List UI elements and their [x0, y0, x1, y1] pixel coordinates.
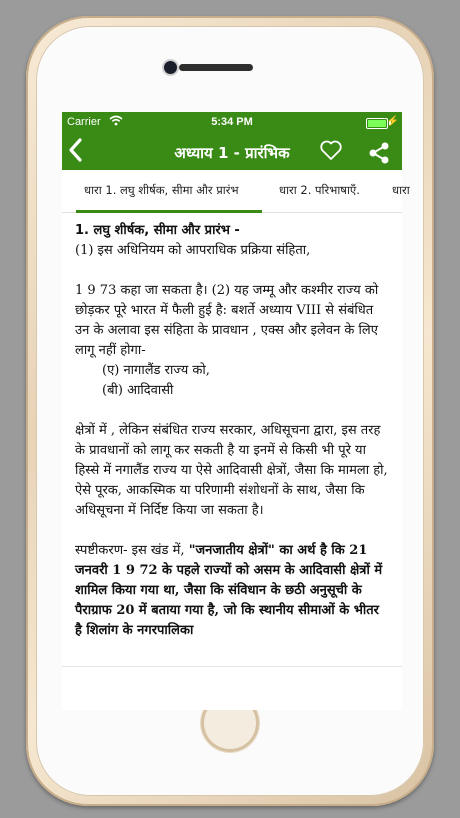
- earpiece-speaker: [179, 64, 253, 71]
- page-title: अध्याय 1 - प्रारंभिक: [174, 144, 290, 162]
- list-item: (ए) नागालैंड राज्य को,: [102, 363, 210, 378]
- content-paragraph: 1 9 73 कहा जा सकता है। (2) यह जम्मू और कश्मीर राज्य को छोड़कर पूरे भारत में फैली हुई है: बशर्ते अध्याय VIII से संबंधित उन के अलावा इस संहिता के प्रावधान , एक्स और इलेवन के लिए लागू नहीं होगा-: [75, 283, 379, 358]
- explanation-prefix: स्पष्टीकरण- इस खंड में,: [75, 543, 189, 558]
- content-paragraph: क्षेत्रों में , लेकिन संबंधित राज्य सरकार, अधिसूचना द्वारा, इस तरह के प्रावधानों को लागू कर सकती है या इनमें से किसी भी पूरे या हिस्से में नगालैंड राज्य या ऐसे आदिवासी क्षेत्रों, जैसा कि मामला हो, ऐसे पूरक, आकस्मिक या परिणामी संशोधनों के साथ, जैसा कि अधिसूचना में निर्दिष्ट किया जा सकता है।: [75, 423, 388, 518]
- carrier-label: Carrier: [67, 116, 101, 128]
- section-tabs: [62, 170, 410, 213]
- content-line: (1) इस अधिनियम को आपराधिक प्रक्रिया संहिता,: [75, 243, 311, 258]
- share-icon[interactable]: [368, 142, 390, 168]
- tab-section-1[interactable]: धारा 1. लघु शीर्षक, सीमा और प्रारंभ: [84, 183, 239, 197]
- app-screen: [62, 112, 410, 710]
- tab-section-3[interactable]: धारा: [392, 183, 410, 197]
- front-camera: [164, 61, 177, 74]
- status-time: 5:34 PM: [211, 116, 253, 128]
- tab-section-2[interactable]: धारा 2. परिभाषाएँ.: [279, 183, 360, 197]
- heart-outline-icon[interactable]: [319, 139, 343, 167]
- battery-icon: [366, 118, 388, 129]
- content-divider: [62, 666, 402, 667]
- section-heading: 1. लघु शीर्षक, सीमा और प्रारंभ -: [75, 223, 240, 238]
- explanation-definition: "जनजातीय क्षेत्रों" का अर्थ है कि 21 जनवरी 1 9 72 के पहले राज्यों को असम के आदिवासी क्षेत्रों में शामिल किया गया था, जैसा कि संविधान के छठी अनुसूची के पैराग्राफ 20 में बताया गया है, जो कि स्थानीय सीमाओं के भीतर है शिलांग के नगरपालिका: [75, 543, 383, 638]
- status-bar: [62, 112, 402, 134]
- charging-icon: ⚡: [386, 116, 399, 127]
- active-tab-indicator: [76, 210, 262, 213]
- section-content: [62, 213, 402, 641]
- list-item: (बी) आदिवासी: [102, 383, 174, 398]
- explanation-paragraph: [75, 541, 390, 641]
- nav-bar: [62, 134, 402, 170]
